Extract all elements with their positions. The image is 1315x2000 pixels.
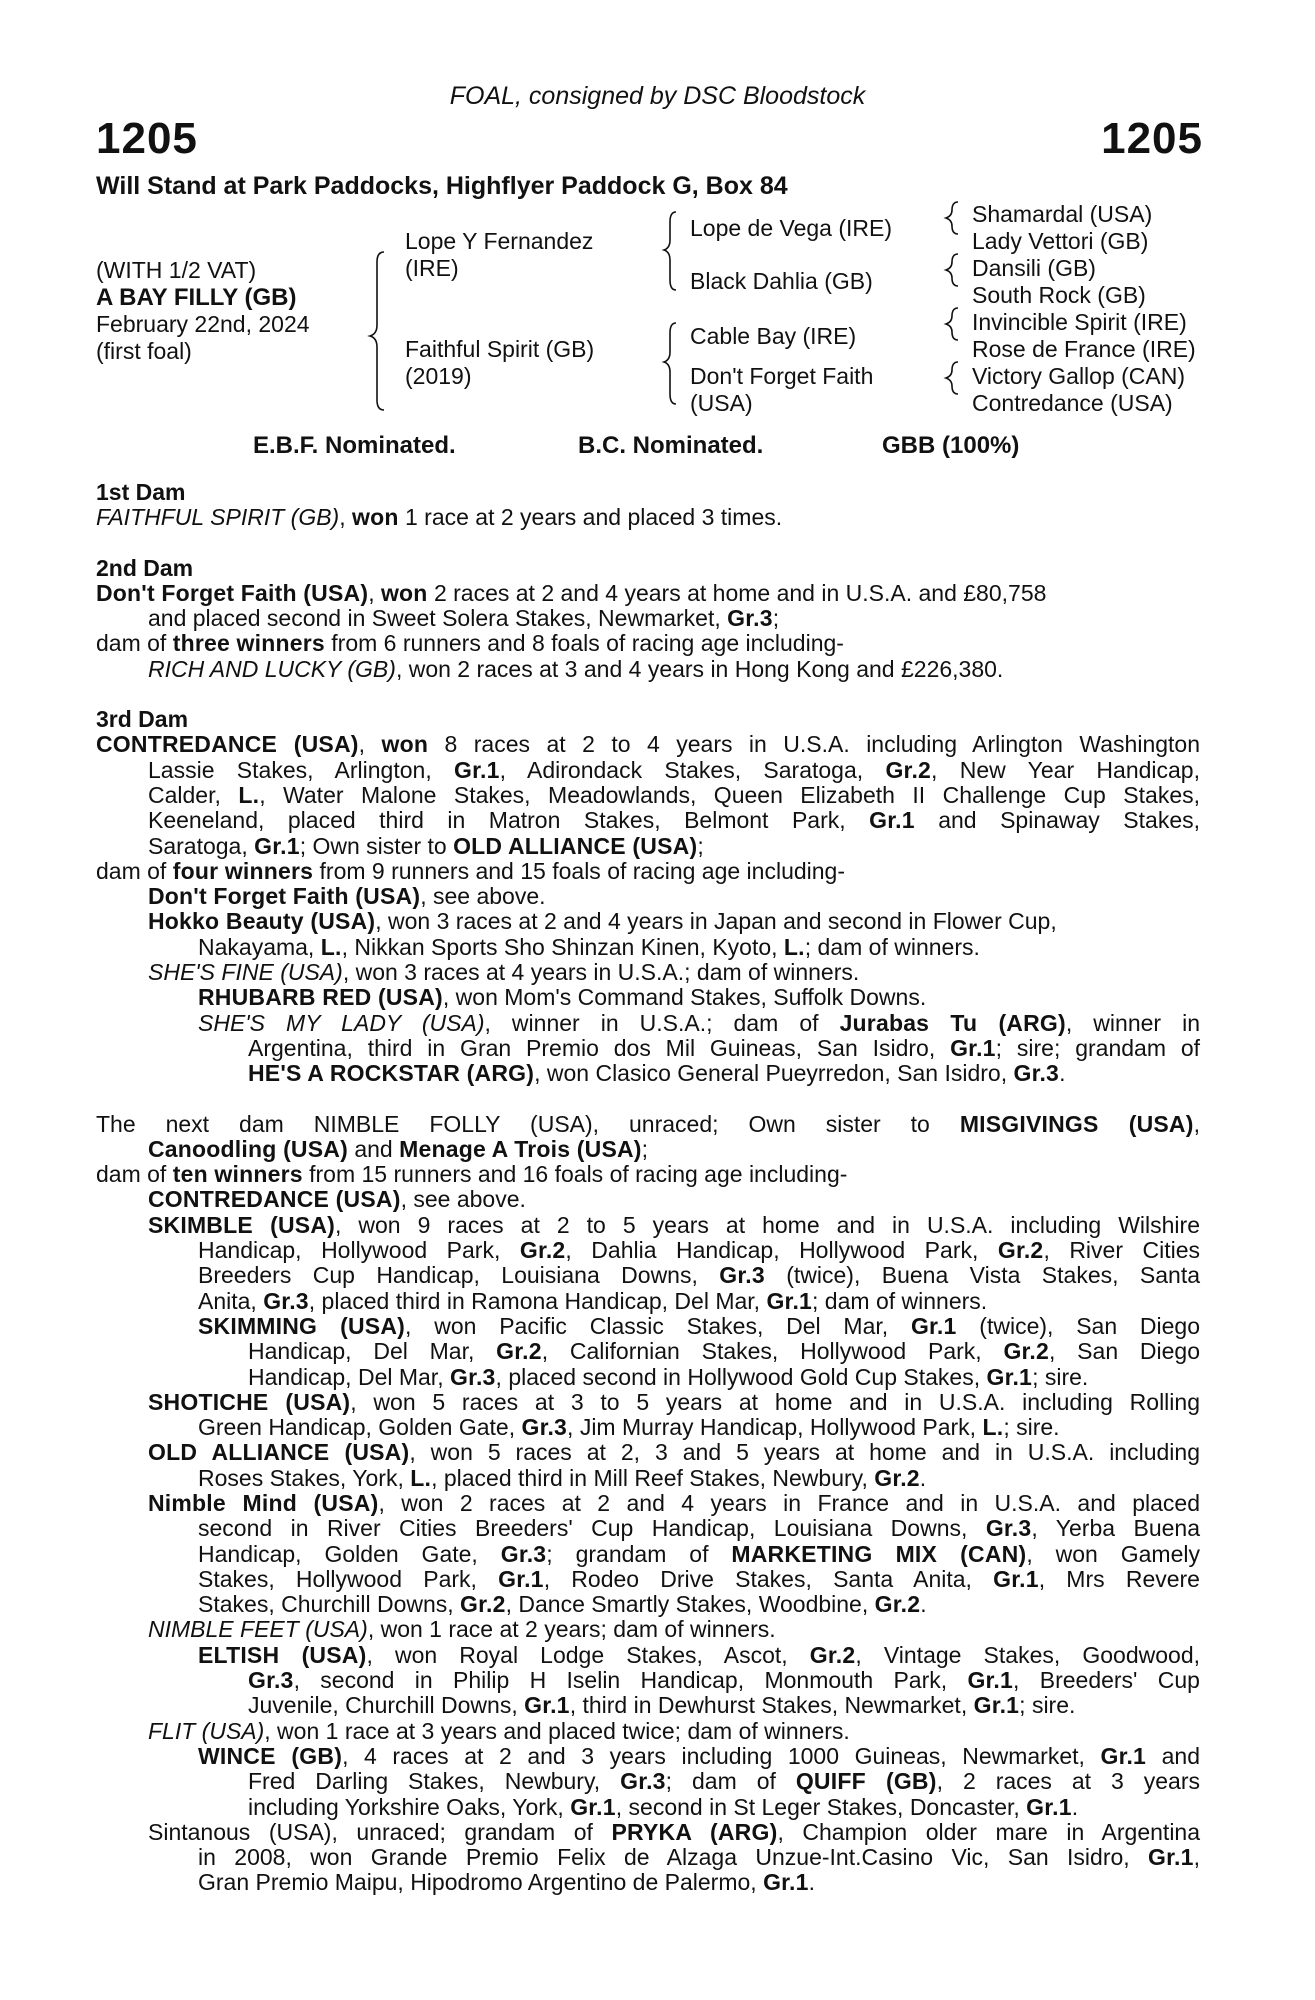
dam-dam-name: Don't Forget Faith — [690, 363, 874, 389]
ggp-4: South Rock (GB) — [972, 282, 1146, 308]
next-dam-line: Gran Premio Maipu, Hipodromo Argentino de Palermo, Gr.1. — [198, 1869, 816, 1896]
third-dam-line: Nakayama, L., Nikkan Sports Sho Shinzan Kinen, Kyoto, L.; dam of winners. — [198, 933, 980, 960]
ggp-3: Dansili (GB) — [972, 255, 1096, 281]
next-dam-line: SHOTICHE (USA), won 5 races at 3 to 5 years at home and in U.S.A. including Rolling — [148, 1388, 1200, 1415]
third-dam-line: Saratoga, Gr.1; Own sister to OLD ALLIANCE (USA); — [148, 832, 704, 859]
bc-nomination: B.C. Nominated. — [578, 432, 764, 459]
lot-number-right: 1205 — [1101, 114, 1203, 163]
next-dam-line: Green Handicap, Golden Gate, Gr.3, Jim Murray Handicap, Hollywood Park, L.; sire. — [198, 1414, 1060, 1441]
foal-note: (first foal) — [96, 338, 192, 364]
third-dam-line: SHE'S FINE (USA), won 3 races at 4 years in U.S.A.; dam of winners. — [148, 959, 860, 986]
ggp-6: Rose de France (IRE) — [972, 336, 1196, 362]
next-dam-line: SKIMMING (USA), won Pacific Classic Stakes, Del Mar, Gr.1 (twice), San Diego — [198, 1312, 1201, 1339]
sire-sire: Lope de Vega (IRE) — [690, 215, 893, 241]
first-dam-heading: 1st Dam — [96, 479, 186, 505]
dam-dam-country: (USA) — [690, 390, 753, 416]
next-dam-line: Juvenile, Churchill Downs, Gr.1, third in Dewhurst Stakes, Newmarket, Gr.1; sire. — [248, 1692, 1076, 1719]
third-dam-line: Calder, L., Water Malone Stakes, Meadowlands, Queen Elizabeth II Challenge Cup Stakes, — [148, 781, 1201, 808]
next-dam-line: Fred Darling Stakes, Newbury, Gr.3; dam of QUIFF (GB), 2 races at 3 years — [248, 1768, 1201, 1795]
next-dam-line: NIMBLE FEET (USA), won 1 race at 2 years; dam of winners. — [148, 1616, 776, 1643]
dam-dam — [690, 363, 873, 417]
next-dam-line: WINCE (GB), 4 races at 2 and 3 years including 1000 Guineas, Newmarket, Gr.1 and — [198, 1742, 1200, 1769]
third-dam-line: Don't Forget Faith (USA), see above. — [148, 883, 546, 910]
ggp-1: Shamardal (USA) — [972, 201, 1153, 227]
ggp-5: Invincible Spirit (IRE) — [972, 309, 1187, 335]
next-dam-line: Handicap, Hollywood Park, Gr.2, Dahlia Handicap, Hollywood Park, Gr.2, River Cities — [198, 1237, 1201, 1264]
stand-location: Will Stand at Park Paddocks, Highflyer Paddock G, Box 84 — [96, 172, 788, 200]
third-dam-heading: 3rd Dam — [96, 706, 189, 733]
second-dam-line-1: Don't Forget Faith (USA), won 2 races at 2 and 4 years at home and in U.S.A. and £80,758 — [96, 579, 1047, 606]
vat-note: (WITH 1/2 VAT) — [96, 257, 257, 283]
sire-name: Lope Y Fernandez — [405, 228, 594, 254]
first-dam-line: FAITHFUL SPIRIT (GB), won 1 race at 2 years and placed 3 times. — [96, 504, 783, 531]
second-dam-line-2: and placed second in Sweet Solera Stakes, Newmarket, Gr.3; — [148, 605, 780, 632]
dam-name: Faithful Spirit (GB) — [405, 336, 595, 362]
next-dam-line: CONTREDANCE (USA), see above. — [148, 1186, 526, 1213]
third-dam-line: HE'S A ROCKSTAR (ARG), won Clasico General Pueyrredon, San Isidro, Gr.3. — [248, 1060, 1066, 1087]
third-dam-line: dam of four winners from 9 runners and 15 foals of racing age including- — [96, 857, 846, 884]
next-dam-line: including Yorkshire Oaks, York, Gr.1, second in St Leger Stakes, Doncaster, Gr.1. — [248, 1793, 1079, 1820]
ggp-2: Lady Vettori (GB) — [972, 228, 1149, 254]
next-dam-line: Gr.3, second in Philip H Iselin Handicap, Monmouth Park, Gr.1, Breeders' Cup — [248, 1667, 1200, 1694]
next-dam-line: Stakes, Churchill Downs, Gr.2, Dance Smartly Stakes, Woodbine, Gr.2. — [198, 1591, 927, 1618]
consignment-title: FOAL, consigned by DSC Bloodstock — [449, 82, 866, 110]
next-dam-line: Handicap, Del Mar, Gr.3, placed second in Hollywood Gold Cup Stakes, Gr.1; sire. — [248, 1363, 1089, 1390]
sire-country: (IRE) — [405, 255, 459, 281]
next-dam-line: SKIMBLE (USA), won 9 races at 2 to 5 years at home and in U.S.A. including Wilshire — [148, 1211, 1200, 1238]
lot-number-left: 1205 — [96, 114, 198, 163]
next-dam-line: Handicap, Del Mar, Gr.2, Californian Stakes, Hollywood Park, Gr.2, San Diego — [248, 1338, 1200, 1365]
second-dam-heading: 2nd Dam — [96, 554, 194, 581]
second-dam-line-3: dam of three winners from 6 runners and 8 foals of racing age including- — [96, 630, 844, 657]
next-dam-line: OLD ALLIANCE (USA), won 5 races at 2, 3 and 5 years at home and in U.S.A. including — [148, 1439, 1200, 1466]
third-dam-line: Argentina, third in Gran Premio dos Mil Guineas, San Isidro, Gr.1; sire; grandam of — [248, 1034, 1201, 1061]
next-dam-line: ELTISH (USA), won Royal Lodge Stakes, Ascot, Gr.2, Vintage Stakes, Goodwood, — [198, 1641, 1200, 1668]
third-dam-line: Hokko Beauty (USA), won 3 races at 2 and 4 years in Japan and second in Flower Cup, — [148, 908, 1057, 935]
ggp-list — [972, 201, 1196, 417]
third-dam-line: Lassie Stakes, Arlington, Gr.1, Adirondack Stakes, Saratoga, Gr.2, New Year Handicap, — [148, 756, 1200, 783]
next-dam-line: Breeders Cup Handicap, Louisiana Downs, Gr.3 (twice), Buena Vista Stakes, Santa — [198, 1262, 1201, 1289]
next-dam-line: The next dam NIMBLE FOLLY (USA), unraced; Own sister to MISGIVINGS (USA), — [96, 1110, 1200, 1137]
third-dam-line: SHE'S MY LADY (USA), winner in U.S.A.; dam of Jurabas Tu (ARG), winner in — [198, 1009, 1200, 1036]
second-dam-line-4: RICH AND LUCKY (GB), won 2 races at 3 and 4 years in Hong Kong and £226,380. — [148, 655, 1004, 682]
next-dam-line: Nimble Mind (USA), won 2 races at 2 and 4 years in France and in U.S.A. and placed — [148, 1489, 1200, 1516]
third-dam-line: Keeneland, placed third in Matron Stakes, Belmont Park, Gr.1 and Spinaway Stakes, — [148, 807, 1201, 834]
sire — [405, 228, 593, 282]
next-dam-line: Handicap, Golden Gate, Gr.3; grandam of MARKETING MIX (CAN), won Gamely — [198, 1540, 1200, 1567]
horse-name: A BAY FILLY (GB) — [96, 284, 297, 311]
sire-dam: Black Dahlia (GB) — [690, 268, 873, 294]
next-dam-line: Canoodling (USA) and Menage A Trois (USA); — [148, 1135, 649, 1162]
next-dam-line: Sintanous (USA), unraced; grandam of PRYKA (ARG), Champion older mare in Argentina — [148, 1818, 1201, 1845]
third-dam-line: CONTREDANCE (USA), won 8 races at 2 to 4 years in U.S.A. including Arlington Washington — [96, 731, 1201, 758]
next-dam-line: in 2008, won Grande Premio Felix de Alzaga Unzue-Int.Casino Vic, San Isidro, Gr.1, — [198, 1844, 1200, 1871]
ebf-nomination: E.B.F. Nominated. — [253, 432, 456, 459]
next-dam-line: Roses Stakes, York, L., placed third in Mill Reef Stakes, Newbury, Gr.2. — [198, 1464, 927, 1491]
third-dam-line: RHUBARB RED (USA), won Mom's Command Stakes, Suffolk Downs. — [198, 984, 927, 1011]
gbb-percentage: GBB (100%) — [882, 432, 1020, 459]
dam — [405, 336, 594, 390]
next-dam-line: Stakes, Hollywood Park, Gr.1, Rodeo Drive Stakes, Santa Anita, Gr.1, Mrs Revere — [198, 1565, 1200, 1592]
ggp-8: Contredance (USA) — [972, 390, 1173, 416]
next-dam-line: Anita, Gr.3, placed third in Ramona Handicap, Del Mar, Gr.1; dam of winners. — [198, 1287, 988, 1314]
next-dam-line: dam of ten winners from 15 runners and 16 foals of racing age including- — [96, 1161, 848, 1188]
next-dam-line: FLIT (USA), won 1 race at 3 years and placed twice; dam of winners. — [148, 1717, 850, 1744]
foaling-date: February 22nd, 2024 — [96, 311, 310, 337]
next-dam-line: second in River Cities Breeders' Cup Handicap, Louisiana Downs, Gr.3, Yerba Buena — [198, 1515, 1200, 1542]
dam-year: (2019) — [405, 363, 472, 389]
ggp-7: Victory Gallop (CAN) — [972, 363, 1186, 389]
catalogue-text — [96, 480, 1200, 1896]
dam-sire: Cable Bay (IRE) — [690, 323, 857, 349]
